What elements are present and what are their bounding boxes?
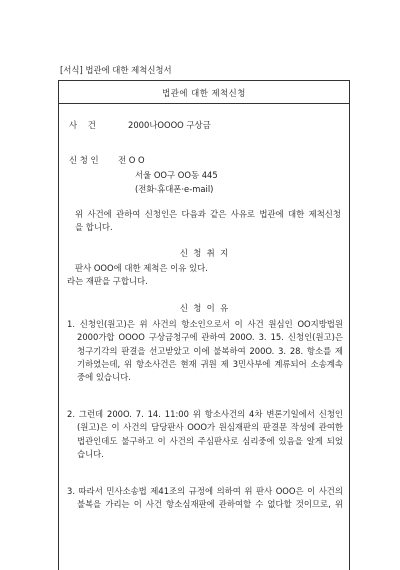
reason-line: 2000가합 OOOO 구상금청구에 관하여 200O. 3. 15. 신청인(원고)은: [77, 332, 343, 343]
title-divider: [59, 103, 349, 104]
reason-line: 습니다.: [77, 448, 104, 459]
reason-line: 법관인데도 불구하고 이 사건의 주심판사로 심리중에 있음을 알게 되었: [77, 435, 343, 446]
reason-line: 기하였는데, 위 항소사건은 현재 귀원 제 3민사부에 계류되어 소송계속: [77, 358, 343, 369]
reason-line: 2. 그런데 200O. 7. 14. 11:00 위 항소사건의 4차 변론기일에서 신청인: [67, 409, 343, 419]
reason-line: 청구기각의 판결을 선고받았고 이에 불복하여 200O. 3. 28. 항소를 제: [77, 345, 343, 356]
reason-line: (원고)은 이 사건의 담당판사 OOO가 원심재판의 판결문 작성에 관여한: [77, 422, 343, 433]
applicant-label: 신 청 인: [69, 155, 99, 165]
applicant-name: 전 O O: [118, 155, 145, 165]
reason-item-3: [67, 486, 343, 513]
intro-line: 위 사건에 관하여 신청인은 다음과 같은 사유로 법관에 대한 제척신청: [75, 209, 341, 219]
case-label: 사 건: [69, 120, 96, 130]
reason-line: 불복을 가리는 이 사건 항소심재판에 관하여할 수 없다할 것이므로, 위: [77, 499, 343, 510]
reason-line: 중에 있습니다.: [77, 372, 131, 383]
reasons-heading: 신 청 이 유: [179, 303, 229, 313]
purpose-line: 라는 재판을 구합니다.: [67, 276, 148, 286]
application-form: [58, 80, 350, 570]
reason-item-2: [67, 409, 343, 462]
purpose-line: 판사 OOO에 대한 제척은 이유 있다.: [75, 263, 208, 273]
applicant-contact: (전화·휴대폰·e-mail): [135, 184, 214, 194]
applicant-address: 서울 OO구 OO동 445: [135, 170, 218, 180]
reason-item-1: [67, 319, 343, 385]
document-title: 법관에 대한 제척신청: [162, 88, 246, 98]
reason-line: 3. 따라서 민사소송법 제41조의 규정에 의하여 위 판사 OOO은 이 사건의: [67, 486, 343, 496]
reason-line: 1. 신청인(원고)은 위 사건의 항소인으로서 이 사건 원심인 OO지방법원: [67, 319, 343, 329]
form-caption: [서식] 법관에 대한 제척신청서: [60, 65, 172, 75]
purpose-heading: 신 청 취 지: [179, 248, 229, 258]
case-value: 2000나OOOO 구상금: [128, 120, 211, 130]
intro-paragraph: [75, 209, 341, 236]
intro-line: 을 합니다.: [75, 222, 113, 233]
